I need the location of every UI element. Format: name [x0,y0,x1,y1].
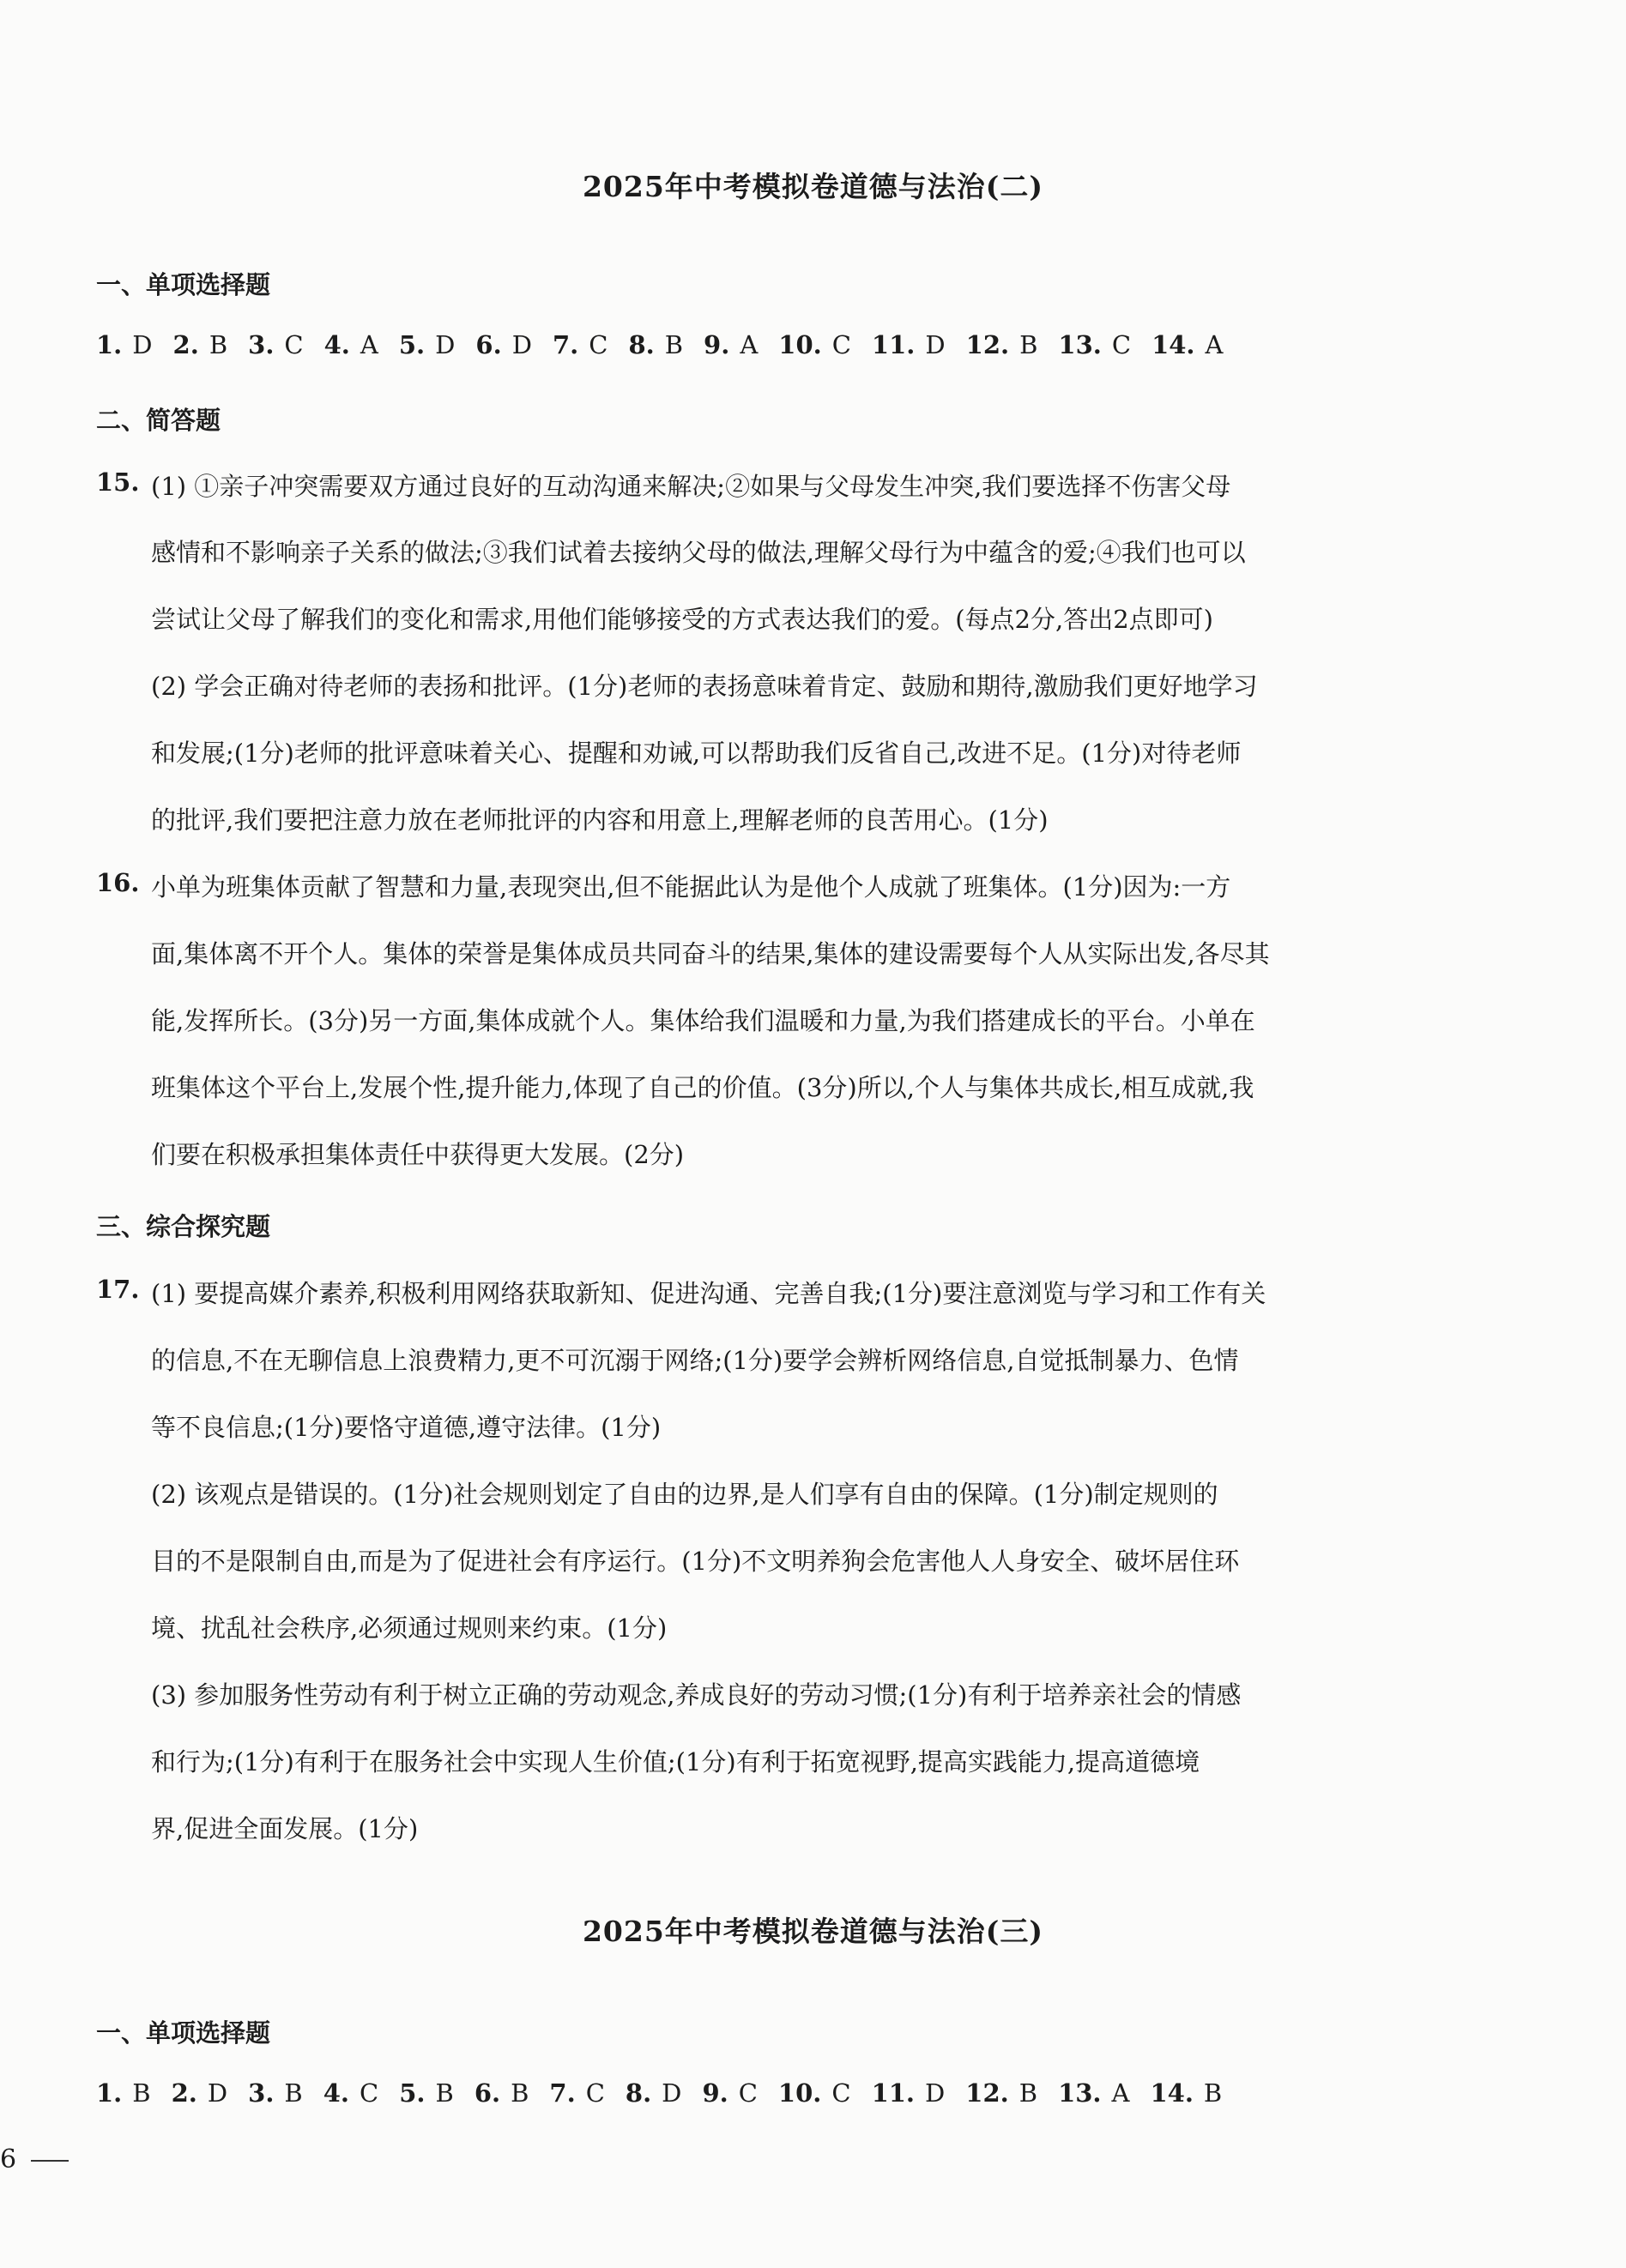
mc-answer-item [872,2078,946,2108]
short-answer-heading: 二、简答题 [96,406,221,435]
mc-question-number: 12. [965,330,1010,359]
mc-answer-letter: B [1203,2078,1223,2108]
mc-question-number: 10. [777,2078,822,2108]
mc-answer-row [96,2078,1242,2108]
answer-line: (1) ①亲子冲突需要双方通过良好的互动沟通来解决;②如果与父母发生冲突,我们要选择不伤害父母 [151,472,1231,501]
mc-answer-letter: B [435,2078,454,2108]
explore-heading: 三、综合探究题 [96,1212,271,1241]
answer-line: 能,发挥所长。(3分)另一方面,集体成就个人。集体给我们温暖和力量,为我们搭建成长的平台。小单在 [151,1006,1255,1035]
mc-answer-item [965,2078,1037,2108]
mc-answer-item [704,330,758,359]
mc-answer-item [96,2078,151,2108]
answer-line: 班集体这个平台上,发展个性,提升能力,体现了自己的价值。(3分)所以,个人与集体共成长,相互成就,我 [151,1073,1254,1102]
mc-answer-letter: B [132,2078,151,2108]
mc-question-number: 7. [549,2078,576,2108]
mc-answer-item [628,330,683,359]
mc-question-number: 13. [1058,330,1102,359]
mc-answer-item [1058,330,1131,359]
mc-answer-letter: D [925,2078,946,2108]
mc-answer-letter: B [664,330,684,359]
mc-question-number: 12. [965,2078,1009,2108]
mc-answer-item [966,330,1038,359]
mc-answer-letter: C [831,330,851,359]
mc-question-number: 7. [552,330,579,359]
question-number: 15. [96,467,140,497]
mc-question-number: 11. [871,2078,916,2108]
answer-line: (2) 学会正确对待老师的表扬和批评。(1分)老师的表扬意味着肯定、鼓励和期待,激励我们更好地学习 [151,672,1258,701]
mc-answer-letter: C [284,330,304,359]
mc-answer-item [248,2078,303,2108]
mc-question-number: 5. [398,330,426,359]
mc-answer-item [626,2078,682,2108]
mc-question-number: 9. [704,330,730,359]
mc-answer-item [96,330,153,359]
answer-line: 界,促进全面发展。(1分) [151,1814,419,1843]
answer-line: 尝试让父母了解我们的变化和需求,用他们能够接受的方式表达我们的爱。(每点2分,答出2点即可) [151,605,1213,634]
mc-answer-item [872,330,946,359]
mc-answer-letter: B [1019,330,1038,359]
mc-answer-letter: A [1205,330,1224,359]
mc-answer-letter: C [831,2078,851,2108]
mc-answer-item [549,2078,604,2108]
mc-heading: 一、单项选择题 [96,270,271,299]
mc-question-number: 1. [96,2078,123,2108]
mc-question-number: 2. [171,2078,197,2108]
mc-answer-item [1150,2078,1222,2108]
mc-answer-letter: C [589,330,608,359]
answer-line: 和行为;(1分)有利于在服务社会中实现人生价值;(1分)有利于拓宽视野,提高实践能力,提高道德境 [151,1747,1200,1776]
answer-line: 小单为班集体贡献了智慧和力量,表现突出,但不能据此认为是他个人成就了班集体。(1分)因为:一方 [151,872,1231,902]
mc-question-number: 6. [474,2078,501,2108]
mc-answer-letter: B [209,330,228,359]
question-number: 16. [96,868,140,897]
mc-answer-item [1151,330,1223,359]
answer-line: 目的不是限制自由,而是为了促进社会有序运行。(1分)不文明养狗会危害他人人身安全、破坏居住环 [151,1547,1240,1576]
mc-answer-item [778,2078,851,2108]
answer-line: 的信息,不在无聊信息上浪费精力,更不可沉溺于网络;(1分)要学会辨析网络信息,自觉抵制暴力、色情 [151,1346,1239,1375]
mc-question-number: 14. [1150,2078,1194,2108]
section-title: 2025年中考模拟卷道德与法治(三) [582,1915,1044,1948]
mc-answer-letter: C [585,2078,605,2108]
mc-answer-item [399,330,456,359]
mc-answer-letter: C [1111,330,1132,359]
mc-answer-item [778,330,851,359]
mc-question-number: 5. [399,2078,426,2108]
mc-answer-item [173,330,228,359]
mc-answer-item [172,2078,228,2108]
question-number: 17. [96,1275,140,1304]
mc-answer-item [399,2078,454,2108]
answer-line: 和发展;(1分)老师的批评意味着关心、提醒和劝诫,可以帮助我们反省自己,改进不足。(1分)对待老师 [151,739,1242,768]
mc-question-number: 3. [248,2078,275,2108]
mc-question-number: 8. [625,2078,652,2108]
mc-question-number: 4. [323,2078,350,2108]
mc-answer-item [248,330,303,359]
mc-answer-letter: A [740,330,759,359]
mc-question-number: 11. [871,330,916,359]
mc-question-number: 14. [1151,330,1195,359]
answer-line: 面,集体离不开个人。集体的荣誉是集体成员共同奋斗的结果,集体的建设需要每个人从实际出发,各尽其 [151,939,1270,968]
mc-question-number: 8. [628,330,655,359]
mc-question-number: 10. [778,330,822,359]
mc-answer-item [702,2078,757,2108]
mc-answer-letter: B [1019,2078,1038,2108]
page-number-dash [31,2160,69,2162]
mc-answer-letter: B [511,2078,529,2108]
mc-answer-item [475,330,532,359]
section-title: 2025年中考模拟卷道德与法治(二) [582,170,1044,203]
mc-answer-letter: A [360,330,378,359]
mc-answer-letter: D [207,2078,228,2108]
mc-answer-letter: C [738,2078,758,2108]
mc-question-number: 13. [1058,2078,1102,2108]
page-number: 6 [0,2144,17,2175]
mc-answer-item [324,330,378,359]
answer-line: (2) 该观点是错误的。(1分)社会规则划定了自由的边界,是人们享有自由的保障。(1分)制定规则的 [151,1480,1218,1509]
mc-answer-letter: D [132,330,153,359]
answer-line: 感情和不影响亲子关系的做法;③我们试着去接纳父母的做法,理解父母行为中蕴含的爱;④我们也可以 [151,538,1246,567]
answer-line: 的批评,我们要把注意力放在老师批评的内容和用意上,理解老师的良苦用心。(1分) [151,805,1049,835]
mc-answer-letter: C [360,2078,379,2108]
mc-answer-letter: D [435,330,456,359]
mc-answer-letter: D [925,330,946,359]
answer-line: (1) 要提高媒介素养,积极利用网络获取新知、促进沟通、完善自我;(1分)要注意浏览与学习和工作有关 [151,1279,1266,1308]
mc-answer-item [323,2078,378,2108]
mc-heading: 一、单项选择题 [96,2018,271,2048]
answer-line: 等不良信息;(1分)要恪守道德,遵守法律。(1分) [151,1413,662,1442]
answer-line: 们要在积极承担集体责任中获得更大发展。(2分) [151,1140,685,1169]
mc-question-number: 6. [475,330,502,359]
mc-answer-item [475,2078,529,2108]
mc-answer-letter: D [511,330,532,359]
mc-answer-item [1058,2078,1129,2108]
mc-answer-letter: B [284,2078,303,2108]
mc-answer-row [96,330,1243,359]
mc-answer-letter: A [1111,2078,1130,2108]
mc-answer-item [553,330,607,359]
answer-line: 境、扰乱社会秩序,必须通过规则来约束。(1分) [151,1614,668,1643]
mc-question-number: 3. [248,330,275,359]
mc-question-number: 4. [323,330,350,359]
mc-question-number: 9. [702,2078,728,2108]
mc-answer-letter: D [662,2078,682,2108]
mc-question-number: 1. [96,330,123,359]
answer-line: (3) 参加服务性劳动有利于树立正确的劳动观念,养成良好的劳动习惯;(1分)有利于培养亲社会的情感 [151,1680,1242,1710]
mc-question-number: 2. [172,330,199,359]
